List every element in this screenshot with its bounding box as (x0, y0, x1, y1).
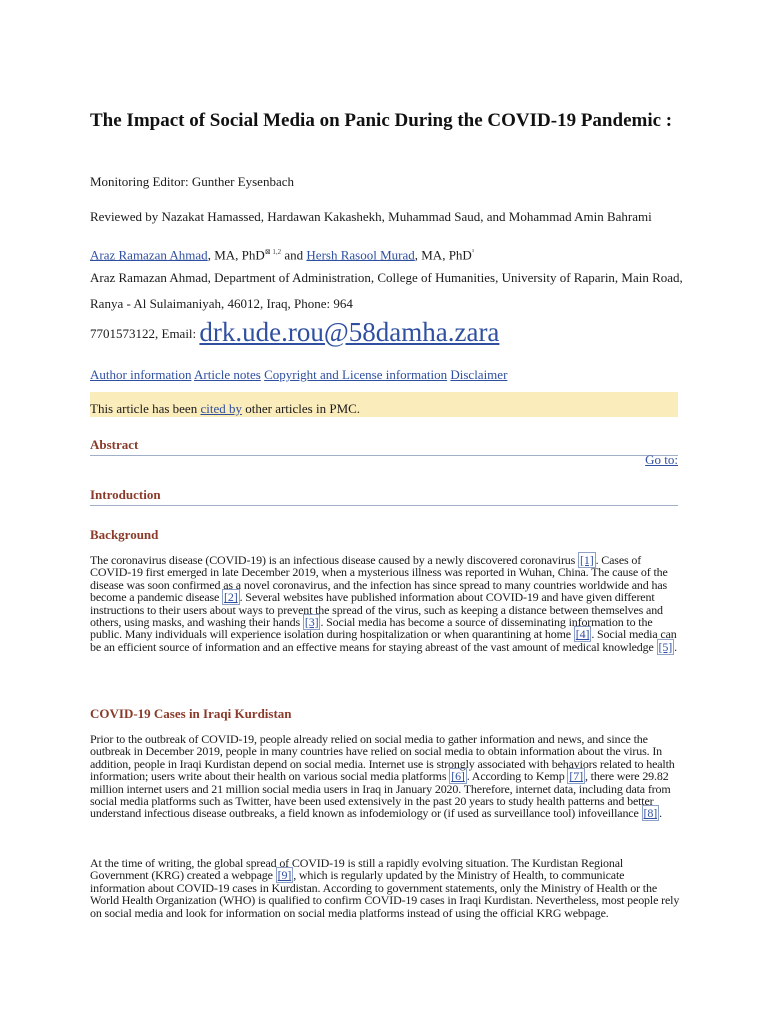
text-run: . (659, 806, 662, 821)
author2-affiliation-sup[interactable]: ³ (471, 248, 474, 256)
citation-ref[interactable]: [7] (569, 769, 583, 784)
cited-by-notice (90, 392, 678, 417)
author2-degree: , MA, PhD (414, 247, 472, 263)
citation-ref[interactable]: [3] (304, 615, 319, 630)
article-title: The Impact of Social Media on Panic During the COVID-19 Pandemic : (90, 110, 673, 131)
text-run: . Several websites have published information about COVID-19 and have given different instructions to their users about ways to prevent the spread of the virus, such as keeping a distance between themselves and others, using masks, and washing their hands (90, 590, 663, 630)
text-run: , there were 29.82 million internet users and 21 million social media users in Iraq in January 2020. Therefore, internet data, including data from social media platforms such as Twitter, have been used extensively in the past 20 years to study health patterns and better understand infectious disease outbreaks, a field known as infodemiology or (if used as surveillance tool) infoveillance (90, 769, 671, 821)
background-heading: Background (90, 527, 159, 542)
citation-ref[interactable]: [1] (580, 553, 594, 567)
affiliation-line-1: Araz Ramazan Ahmad, Department of Administration, College of Humanities, University of Raparin, Main Road, (90, 270, 683, 285)
cited-by-link[interactable]: cited by (200, 401, 242, 416)
kurdistan-paragraph-2 (90, 857, 680, 919)
covid-kurdistan-heading: COVID-19 Cases in Iraqi Kurdistan (90, 706, 292, 721)
text-run: . Social media can be an efficient source of information and an effective means for staying abreast of the vast amount of medical knowledge (90, 627, 677, 654)
abstract-heading (90, 437, 678, 456)
text-run: , which is regularly updated by the Ministry of Health, to communicate information about COVID-19 cases in Kurdistan. According to government statements, only the Ministry of Health or the World Health Organization (WHO) is qualified to confirm COVID-19 cases in Iraqi Kurdistan. Nevertheless, most people rely on social media and look for information on social media platforms instead of using the official KRG webpage. (90, 868, 680, 920)
text-run: The coronavirus disease (COVID-19) is an infectious disease caused by a newly discovered coronavirus (90, 553, 579, 567)
disclaimer-link[interactable]: Disclaimer (450, 367, 508, 382)
introduction-title: Introduction (90, 487, 161, 502)
text-run: . Cases of COVID-19 first emerged in late December 2019, when a mysterious illness was reported in Wuhan, China. The cause of the disease was soon confirmed as a novel coronavirus, and the infection has since spread to many countries worldwide and has become a pandemic disease (90, 553, 668, 605)
phone-email-prefix: 7701573122, Email: (90, 326, 200, 341)
introduction-heading (90, 487, 678, 506)
abstract-title: Abstract (90, 437, 139, 452)
contact-line (90, 318, 499, 348)
article-notes-link[interactable]: Article notes (194, 367, 261, 382)
article-links-bar (90, 367, 507, 383)
citation-ref[interactable]: [9] (277, 868, 292, 883)
text-run: . According to Kemp (466, 769, 568, 784)
go-to-link[interactable]: Go to: (645, 452, 678, 467)
author-information-link[interactable]: Author information (90, 367, 192, 382)
citation-ref[interactable]: [2] (224, 590, 238, 605)
author-link-murad[interactable]: Hersh Rasool Murad (306, 247, 415, 263)
background-paragraph (90, 554, 680, 653)
author1-degree: , MA, PhD (207, 247, 265, 263)
notice-text-before: This article has been (90, 401, 201, 416)
text-run: At the time of writing, the global spread of COVID-19 is still a rapidly evolving situation. The Kurdistan Regional Government (KRG) created a webpage (90, 856, 624, 883)
author-link-ahmad[interactable]: Araz Ramazan Ahmad (90, 247, 208, 263)
monitoring-editor: Monitoring Editor: Gunther Eysenbach (90, 174, 294, 189)
author1-affiliation-sup[interactable]: ⊠ 1,2 (264, 248, 282, 256)
text-run: Prior to the outbreak of COVID-19, people already relied on social media to gather information and news, and since the outbreak in December 2019, people in many countries have relied on social media to obtain information about the virus. In addition, people in Iraqi Kurdistan depend on social media. Internet use is strongly associated with behaviors related to health information; users write about their health on various social media platforms (90, 732, 675, 784)
kurdistan-paragraph-1 (90, 733, 680, 820)
email-link[interactable]: drk.ude.rou@58damha.zara (199, 317, 500, 347)
text-run: . Social media has become a source of disseminating information to the public. Many individuals will experience isolation during hospitalization or when quarantining at home (90, 615, 653, 642)
reviewers: Reviewed by Nazakat Hamassed, Hardawan Kakashekh, Muhammad Saud, and Mohammad Amin Bahrami (90, 209, 652, 224)
citation-ref[interactable]: [4] (575, 627, 590, 642)
authors-line (90, 244, 474, 263)
citation-ref[interactable]: [8] (643, 806, 658, 821)
notice-text-after: other articles in PMC. (241, 401, 361, 416)
and-text: and (281, 247, 307, 263)
citation-ref[interactable]: [5] (658, 639, 673, 654)
copyright-link[interactable]: Copyright and License information (264, 367, 448, 382)
affiliation-line-2: Ranya - Al Sulaimaniyah, 46012, Iraq, Phone: 964 (90, 296, 353, 311)
citation-ref[interactable]: [6] (451, 769, 465, 784)
text-run: . (674, 639, 677, 654)
